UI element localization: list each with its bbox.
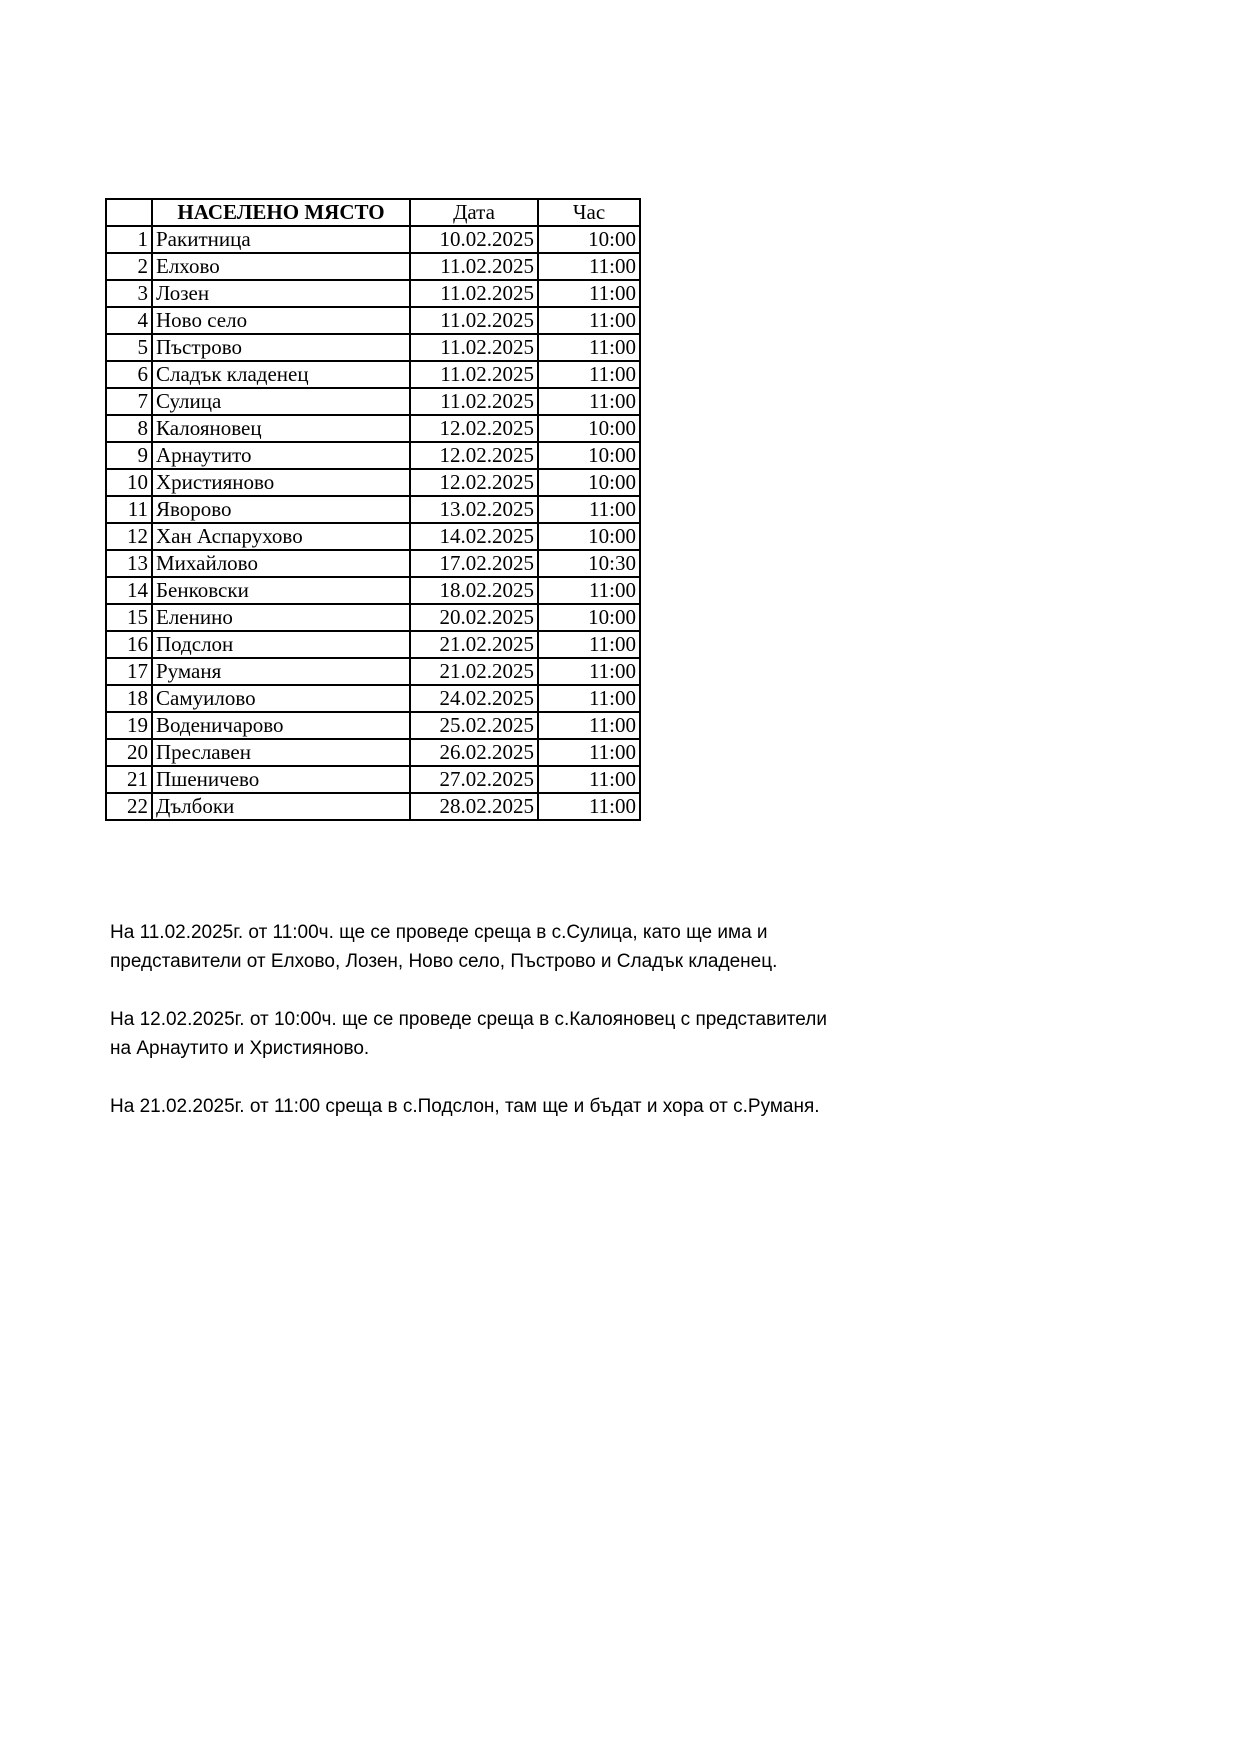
row-time: 10:30 bbox=[538, 550, 640, 577]
row-date: 21.02.2025 bbox=[410, 631, 538, 658]
table-row bbox=[106, 550, 640, 577]
note-line: На 21.02.2025г. от 11:00 среща в с.Подслон, там ще и бъдат и хора от с.Руманя. bbox=[110, 1096, 820, 1117]
row-time: 11:00 bbox=[538, 793, 640, 820]
row-time: 11:00 bbox=[538, 631, 640, 658]
header-number bbox=[106, 199, 152, 226]
row-place: Пъстрово bbox=[152, 334, 410, 361]
row-number: 18 bbox=[106, 685, 152, 712]
row-date: 11.02.2025 bbox=[410, 388, 538, 415]
row-date: 11.02.2025 bbox=[410, 307, 538, 334]
table-row bbox=[106, 307, 640, 334]
row-time: 10:00 bbox=[538, 415, 640, 442]
row-number: 17 bbox=[106, 658, 152, 685]
row-date: 27.02.2025 bbox=[410, 766, 538, 793]
row-number: 19 bbox=[106, 712, 152, 739]
row-date: 12.02.2025 bbox=[410, 442, 538, 469]
table-row bbox=[106, 658, 640, 685]
row-place: Руманя bbox=[152, 658, 410, 685]
row-number: 16 bbox=[106, 631, 152, 658]
row-date: 17.02.2025 bbox=[410, 550, 538, 577]
row-date: 14.02.2025 bbox=[410, 523, 538, 550]
row-time: 10:00 bbox=[538, 469, 640, 496]
row-time: 10:00 bbox=[538, 442, 640, 469]
row-number: 12 bbox=[106, 523, 152, 550]
table-row bbox=[106, 685, 640, 712]
note-paragraph bbox=[110, 1005, 1010, 1063]
row-number: 9 bbox=[106, 442, 152, 469]
row-date: 26.02.2025 bbox=[410, 739, 538, 766]
header-place: НАСЕЛЕНО МЯСТО bbox=[152, 199, 410, 226]
table-row bbox=[106, 388, 640, 415]
row-number: 4 bbox=[106, 307, 152, 334]
row-time: 11:00 bbox=[538, 685, 640, 712]
row-place: Ракитница bbox=[152, 226, 410, 253]
table-body bbox=[106, 226, 640, 820]
row-place: Бенковски bbox=[152, 577, 410, 604]
note-paragraph bbox=[110, 918, 1010, 976]
table-row bbox=[106, 604, 640, 631]
table-row bbox=[106, 334, 640, 361]
schedule-table bbox=[105, 198, 641, 821]
table-row bbox=[106, 280, 640, 307]
row-place: Ново село bbox=[152, 307, 410, 334]
row-date: 12.02.2025 bbox=[410, 415, 538, 442]
row-date: 18.02.2025 bbox=[410, 577, 538, 604]
row-number: 5 bbox=[106, 334, 152, 361]
table-row bbox=[106, 442, 640, 469]
row-time: 10:00 bbox=[538, 604, 640, 631]
row-place: Пшеничево bbox=[152, 766, 410, 793]
row-number: 2 bbox=[106, 253, 152, 280]
row-time: 10:00 bbox=[538, 523, 640, 550]
header-time: Час bbox=[538, 199, 640, 226]
table-row bbox=[106, 226, 640, 253]
row-place: Хан Аспарухово bbox=[152, 523, 410, 550]
row-number: 8 bbox=[106, 415, 152, 442]
row-place: Преславен bbox=[152, 739, 410, 766]
table-row bbox=[106, 631, 640, 658]
table-row bbox=[106, 712, 640, 739]
row-place: Християново bbox=[152, 469, 410, 496]
table-header-row bbox=[106, 199, 640, 226]
row-time: 11:00 bbox=[538, 766, 640, 793]
row-date: 11.02.2025 bbox=[410, 253, 538, 280]
row-number: 13 bbox=[106, 550, 152, 577]
row-place: Сладък кладенец bbox=[152, 361, 410, 388]
row-number: 14 bbox=[106, 577, 152, 604]
row-date: 11.02.2025 bbox=[410, 361, 538, 388]
row-place: Лозен bbox=[152, 280, 410, 307]
row-date: 25.02.2025 bbox=[410, 712, 538, 739]
row-time: 11:00 bbox=[538, 712, 640, 739]
table-row bbox=[106, 739, 640, 766]
row-number: 22 bbox=[106, 793, 152, 820]
row-date: 11.02.2025 bbox=[410, 334, 538, 361]
row-time: 11:00 bbox=[538, 388, 640, 415]
row-date: 10.02.2025 bbox=[410, 226, 538, 253]
row-number: 21 bbox=[106, 766, 152, 793]
table-row bbox=[106, 523, 640, 550]
note-line: На 11.02.2025г. от 11:00ч. ще се проведе среща в с.Сулица, като ще има и bbox=[110, 922, 768, 943]
header-date: Дата bbox=[410, 199, 538, 226]
row-time: 11:00 bbox=[538, 334, 640, 361]
row-time: 11:00 bbox=[538, 307, 640, 334]
notes-section bbox=[110, 918, 1010, 1150]
row-time: 11:00 bbox=[538, 658, 640, 685]
row-time: 10:00 bbox=[538, 226, 640, 253]
row-place: Яворово bbox=[152, 496, 410, 523]
row-place: Воденичарово bbox=[152, 712, 410, 739]
row-date: 21.02.2025 bbox=[410, 658, 538, 685]
row-date: 20.02.2025 bbox=[410, 604, 538, 631]
row-time: 11:00 bbox=[538, 361, 640, 388]
row-place: Сулица bbox=[152, 388, 410, 415]
row-time: 11:00 bbox=[538, 496, 640, 523]
row-place: Михайлово bbox=[152, 550, 410, 577]
row-place: Калояновец bbox=[152, 415, 410, 442]
note-paragraph bbox=[110, 1092, 1010, 1121]
row-number: 7 bbox=[106, 388, 152, 415]
row-place: Арнаутито bbox=[152, 442, 410, 469]
row-date: 13.02.2025 bbox=[410, 496, 538, 523]
row-place: Дълбоки bbox=[152, 793, 410, 820]
row-number: 1 bbox=[106, 226, 152, 253]
row-place: Подслон bbox=[152, 631, 410, 658]
row-time: 11:00 bbox=[538, 739, 640, 766]
row-number: 15 bbox=[106, 604, 152, 631]
row-date: 24.02.2025 bbox=[410, 685, 538, 712]
row-date: 28.02.2025 bbox=[410, 793, 538, 820]
note-line: представители от Елхово, Лозен, Ново село, Пъстрово и Сладък кладенец. bbox=[110, 951, 778, 972]
table-row bbox=[106, 766, 640, 793]
table-row bbox=[106, 577, 640, 604]
row-place: Еленино bbox=[152, 604, 410, 631]
table-row bbox=[106, 496, 640, 523]
note-line: На 12.02.2025г. от 10:00ч. ще се проведе среща в с.Калояновец с представители bbox=[110, 1009, 827, 1030]
row-number: 20 bbox=[106, 739, 152, 766]
note-line: на Арнаутито и Християново. bbox=[110, 1038, 370, 1059]
row-number: 6 bbox=[106, 361, 152, 388]
row-number: 11 bbox=[106, 496, 152, 523]
table-row bbox=[106, 253, 640, 280]
table-row bbox=[106, 361, 640, 388]
row-place: Самуилово bbox=[152, 685, 410, 712]
row-date: 11.02.2025 bbox=[410, 280, 538, 307]
row-number: 10 bbox=[106, 469, 152, 496]
row-time: 11:00 bbox=[538, 577, 640, 604]
table-row bbox=[106, 415, 640, 442]
row-time: 11:00 bbox=[538, 280, 640, 307]
table-row bbox=[106, 793, 640, 820]
table-row bbox=[106, 469, 640, 496]
row-date: 12.02.2025 bbox=[410, 469, 538, 496]
row-place: Елхово bbox=[152, 253, 410, 280]
row-time: 11:00 bbox=[538, 253, 640, 280]
row-number: 3 bbox=[106, 280, 152, 307]
